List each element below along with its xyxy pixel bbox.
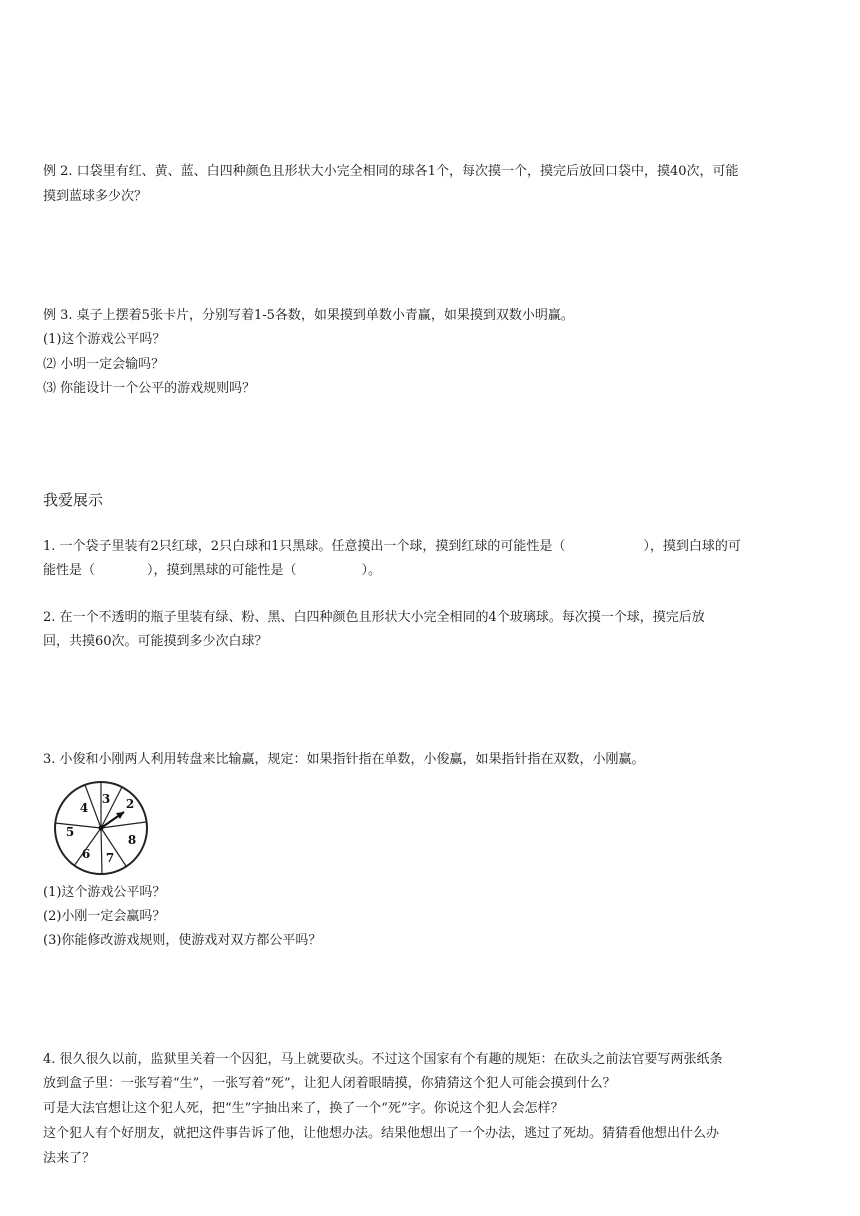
spinner-number: 7: [105, 851, 115, 865]
problem3-intro: 3. 小俊和小刚两人利用转盘来比输赢，规定：如果指针指在单数，小俊赢，如果指针指在双数，小刚赢。: [43, 752, 645, 767]
spinner-diagram: [50, 778, 152, 878]
problem4-line2: 放到盒子里：一张写着“生”，一张写着“死”，让犯人闭着眼睛摸，你猜猜这个犯人可能会摸到什么？: [43, 1076, 616, 1091]
problem4-line3: 可是大法官想让这个犯人死，把“生”字抽出来了，换了一个“死”字。你说这个犯人会怎样？: [43, 1101, 564, 1116]
example2-line2: 摸到蓝球多少次？: [43, 189, 148, 204]
example3-question3: ⑶ 你能设计一个公平的游戏规则吗？: [43, 381, 256, 396]
problem1-line2: 能性是（ ），摸到黑球的可能性是（ ）。: [43, 563, 382, 578]
spinner-number: 2: [125, 797, 135, 811]
problem2-line2: 回，共摸60次。可能摸到多少次白球？: [43, 634, 268, 649]
spinner-number: 6: [81, 847, 91, 861]
problem4-line4: 这个犯人有个好朋友，就把这件事告诉了他，让他想办法。结果他想出了一个办法，逃过了死劫。猜猜看他想出什么办: [43, 1126, 720, 1141]
spinner-number: 5: [65, 825, 75, 839]
spinner-number: 4: [79, 801, 89, 815]
spinner-number: 3: [101, 792, 111, 806]
problem4-line1: 4. 很久很久以前，监狱里关着一个囚犯，马上就要砍头。不过这个国家有个有趣的规矩：在砍头之前法官要写两张纸条: [43, 1052, 723, 1067]
problem3-question1: (1)这个游戏公平吗？: [43, 885, 166, 900]
example2-line1: 例 2. 口袋里有红、黄、蓝、白四种颜色且形状大小完全相同的球各1个，每次摸一个，摸完后放回口袋中，摸40次，可能: [43, 164, 739, 179]
section-title: 我爱展示: [43, 491, 104, 509]
problem1-line1: 1. 一个袋子里装有2只红球，2只白球和1只黑球。任意摸出一个球，摸到红球的可能性是（ ），摸到白球的可: [43, 539, 741, 554]
problem2-line1: 2. 在一个不透明的瓶子里装有绿、粉、黑、白四种颜色且形状大小完全相同的4个玻璃球。每次摸一个球，摸完后放: [43, 610, 705, 625]
example3-question2: ⑵ 小明一定会输吗？: [43, 357, 165, 372]
example3-intro: 例 3. 桌子上摆着5张卡片，分别写着1-5各数，如果摸到单数小青赢，如果摸到双数小明赢。: [43, 308, 574, 323]
problem4-line5: 法来了？: [43, 1151, 96, 1166]
example3-question1: (1)这个游戏公平吗？: [43, 332, 166, 347]
problem3-question2: (2)小刚一定会赢吗？: [43, 909, 166, 924]
problem3-question3: (3)你能修改游戏规则，使游戏对双方都公平吗？: [43, 933, 322, 948]
spinner-number: 8: [127, 833, 137, 847]
